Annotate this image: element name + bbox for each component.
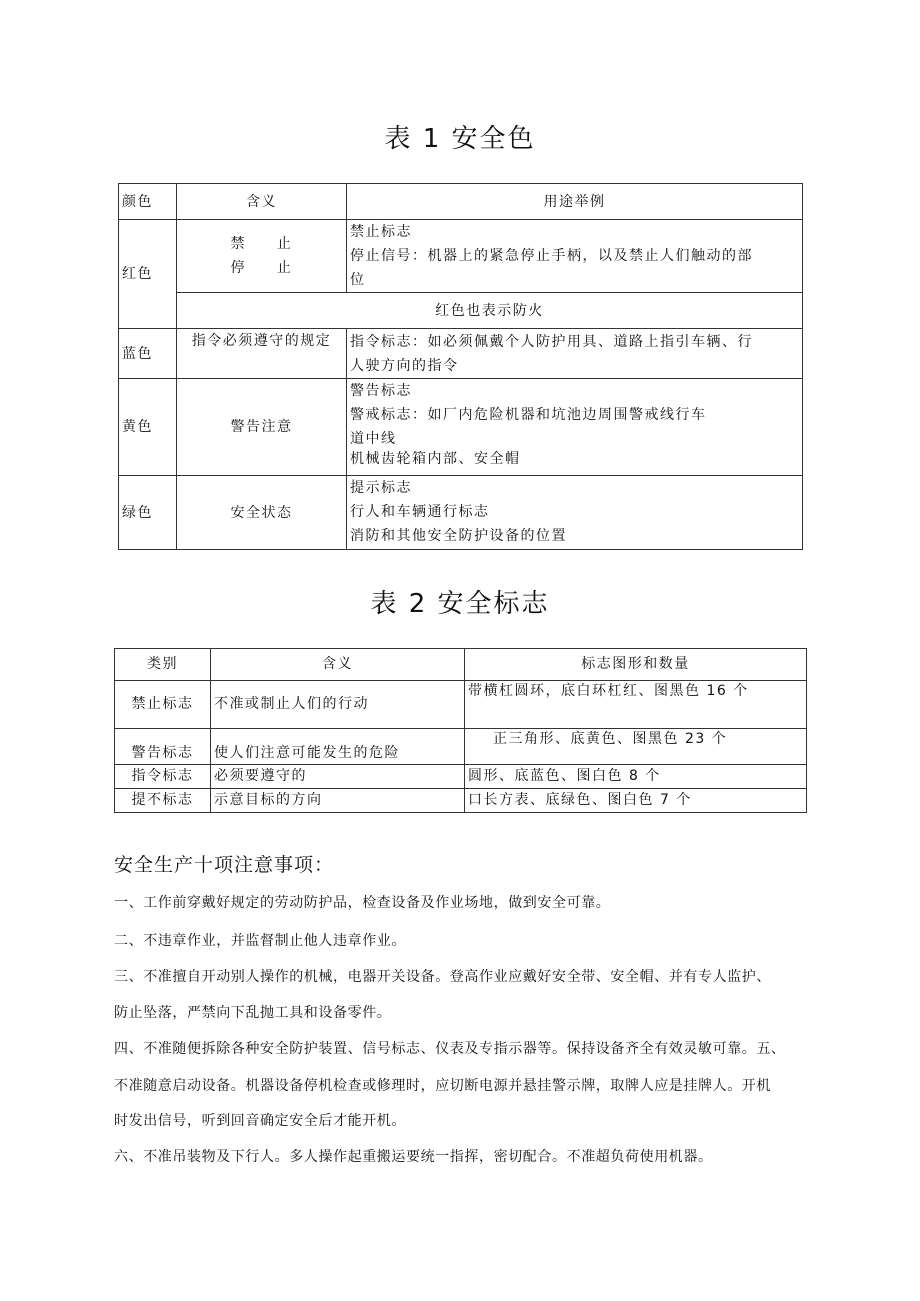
category-cell: 指令标志: [115, 765, 211, 789]
usage-line: 消防和其他安全防护设备的位置: [350, 528, 567, 544]
table-row: [115, 729, 807, 765]
table-header-row: [115, 649, 807, 681]
usage-line: 警戒标志：如厂内危险机器和坑池边周围警戒线行车: [350, 407, 707, 423]
meaning-cell: 示意目标的方向: [211, 789, 465, 813]
table1-title: 表 1 安全色: [384, 124, 536, 154]
note-line: 时发出信号，听到回音确定安全后才能开机。: [114, 1113, 406, 1129]
usage-line: 提示标志: [350, 480, 412, 496]
meaning-cell: 必须要遵守的: [211, 765, 465, 789]
header-shape: 标志图形和数量: [465, 649, 807, 681]
table-row-red: [119, 220, 803, 293]
usage-green: [347, 476, 803, 550]
category-cell: 警告标志: [115, 729, 211, 765]
usage-red: [347, 220, 803, 293]
table-row-red-note: [119, 293, 803, 329]
shape-cell: 正三角形、底黄色、图黑色 23 个: [465, 729, 807, 765]
color-yellow: 黄色: [119, 379, 177, 476]
note-line: 防止坠落，严禁向下乱抛工具和设备零件。: [114, 1005, 392, 1021]
table-row-green: [119, 476, 803, 550]
usage-line: 人驶方向的指令: [350, 357, 459, 374]
meaning-red: 禁 止 停 止: [177, 220, 347, 293]
usage-line: 停止信号：机器上的紧急停止手柄，以及禁止人们触动的部: [350, 248, 753, 264]
meaning-cell: 使人们注意可能发生的危险: [211, 729, 465, 765]
note-line: 一、工作前穿戴好规定的劳动防护品，检查设备及作业场地，做到安全可靠。: [114, 895, 611, 911]
table-row-blue: [119, 329, 803, 379]
meaning-green: 安全状态: [177, 476, 347, 550]
note-line: 六、不准吊装物及下行人。多人操作起重搬运要统一指挥，密切配合。不准超负荷使用机器。: [114, 1149, 713, 1165]
color-blue: 蓝色: [119, 329, 177, 379]
shape-cell: 圆形、底蓝色、图白色 8 个: [465, 765, 807, 789]
usage-line: 警告标志: [350, 383, 412, 399]
meaning-yellow: 警告注意: [177, 379, 347, 476]
usage-line: 道中线: [350, 431, 397, 447]
safety-sign-table: [114, 648, 807, 813]
table-header-row: [119, 184, 803, 220]
shape-cell: 带横杠圆环，底白环杠红、图黑色 16 个: [465, 681, 807, 729]
category-cell: 禁止标志: [115, 681, 211, 729]
usage-line: 位: [350, 272, 366, 288]
category-cell: 提不标志: [115, 789, 211, 813]
note-line: 二、不违章作业，并监督制止他人违章作业。: [114, 933, 406, 949]
table-row: [115, 789, 807, 813]
note-line: 四、不准随便拆除各种安全防护装置、信号标志、仪表及专指示器等。保持设备齐全有效灵敏可靠。五、: [114, 1041, 786, 1057]
notes-heading: 安全生产十项注意事项：: [114, 854, 335, 876]
color-red: 红色: [119, 220, 177, 329]
note-line: 三、不准擅自开动别人操作的机械，电器开关设备。登高作业应戴好安全带、安全帽、并有专人监护、: [114, 969, 771, 985]
note-line: 不准随意启动设备。机器设备停机检查或修理时，应切断电源并悬挂警示牌，取牌人应是挂牌人。开机: [114, 1078, 771, 1094]
usage-line: 指令标志：如必须佩戴个人防护用具、道路上指引车辆、行: [350, 333, 753, 350]
usage-line: 机械齿轮箱内部、安全帽: [350, 451, 521, 467]
meaning-blue: 指令必须遵守的规定: [177, 329, 347, 379]
table-row: [115, 681, 807, 729]
header-color: 颜色: [119, 184, 177, 220]
shape-cell: 口长方表、底绿色、图白色 7 个: [465, 789, 807, 813]
header-category: 类别: [115, 649, 211, 681]
red-fire-note: 红色也表示防火: [177, 293, 803, 329]
meaning-cell: 不准或制止人们的行动: [211, 681, 465, 729]
usage-yellow: [347, 379, 803, 476]
header-meaning: 含义: [177, 184, 347, 220]
header-usage: 用途举例: [347, 184, 803, 220]
safety-color-table: [118, 183, 803, 550]
table-row-yellow: [119, 379, 803, 476]
header-meaning: 含义: [211, 649, 465, 681]
usage-line: 禁止标志: [350, 224, 412, 240]
table2-title: 表 2 安全标志: [370, 589, 550, 619]
usage-line: 行人和车辆通行标志: [350, 504, 490, 520]
color-green: 绿色: [119, 476, 177, 550]
table-row: [115, 765, 807, 789]
usage-blue: [347, 329, 803, 379]
